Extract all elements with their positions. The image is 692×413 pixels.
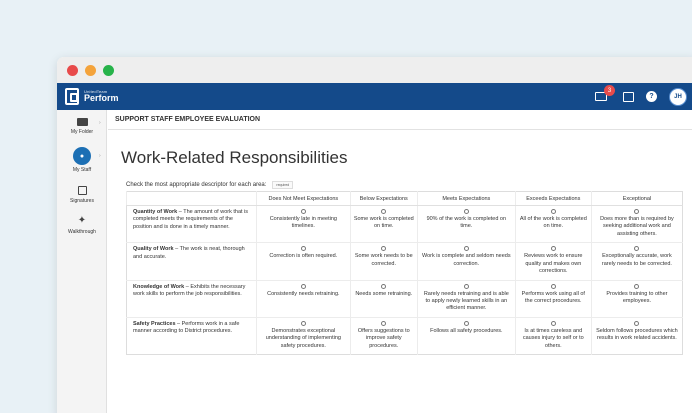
area-name: Knowledge of Work (133, 283, 185, 290)
brand-name: Perform (84, 93, 119, 103)
rating-text: Exceptionally accurate, work rarely needs to be corrected. (601, 253, 672, 267)
rating-option[interactable] (257, 206, 351, 243)
avatar: JH (669, 88, 687, 106)
radio-button[interactable] (551, 246, 556, 251)
area-cell (127, 317, 257, 354)
radio-button[interactable] (551, 209, 556, 214)
radio-button[interactable] (634, 284, 639, 289)
radio-button[interactable] (301, 246, 306, 251)
area-name: Quality of Work (133, 246, 174, 253)
radio-button[interactable] (464, 284, 469, 289)
radio-button[interactable] (551, 321, 556, 326)
column-header: Meets Expectations (417, 192, 515, 206)
table-row (127, 280, 683, 317)
radio-button[interactable] (464, 246, 469, 251)
rating-option[interactable] (417, 206, 515, 243)
rating-text: Some work is completed on time. (353, 216, 414, 230)
radio-button[interactable] (301, 321, 306, 326)
rating-text: Consistently needs retraining. (267, 290, 340, 297)
main-content (108, 110, 692, 413)
rating-option[interactable] (257, 280, 351, 317)
rating-option[interactable] (350, 243, 417, 280)
area-name: Safety Practices (133, 320, 176, 327)
window-titlebar (57, 57, 692, 83)
radio-button[interactable] (381, 209, 386, 214)
area-cell (127, 280, 257, 317)
rating-option[interactable] (417, 280, 515, 317)
help-button[interactable] (646, 91, 657, 102)
table-row (127, 243, 683, 280)
instruction-text: Check the most appropriate descriptor for each area: (126, 182, 267, 188)
area-description: – Performs work in a safe manner according to District procedures. (133, 320, 240, 335)
area-name: Quantity of Work (133, 209, 178, 215)
area-column-header (127, 192, 257, 206)
rating-text: Offers suggestions to improve safety procedures. (357, 327, 410, 349)
sidebar-item-label: My Staff (72, 167, 92, 173)
perform-logo[interactable] (65, 88, 119, 105)
radio-button[interactable] (464, 321, 469, 326)
chevron-right-icon: › (99, 153, 101, 159)
evaluation-table (126, 191, 683, 355)
rating-option[interactable] (257, 317, 351, 354)
breadcrumb: SUPPORT STAFF EMPLOYEE EVALUATION (108, 110, 692, 130)
calendar-grid-icon (623, 92, 634, 102)
top-navigation-bar (57, 83, 692, 110)
radio-button[interactable] (381, 284, 386, 289)
radio-button[interactable] (464, 209, 469, 214)
column-header: Below Expectations (350, 192, 417, 206)
column-header: Exceptional (591, 192, 682, 206)
apps-button[interactable] (623, 92, 634, 102)
perform-logo-icon (65, 88, 79, 105)
sidebar-item-label: Walkthrough (68, 229, 96, 235)
sidebar-item-label: My Folder (70, 129, 94, 135)
sidebar-item-my-staff[interactable] (57, 147, 107, 173)
rating-option[interactable] (515, 280, 591, 317)
area-description: – Exhibits the necessary work skills to perform the job responsibilities. (133, 283, 246, 297)
area-cell (127, 206, 257, 243)
area-description: – The amount of work that is completed meets the requirements of the position and is done in a timely manner. (133, 209, 249, 230)
page-title: Work-Related Responsibilities (121, 148, 348, 167)
help-icon: ? (646, 91, 657, 102)
rating-option[interactable] (591, 206, 682, 243)
brand-small-text: UnitedTeam (84, 89, 108, 94)
rating-text: Is at times careless and causes injury to self or to others. (522, 327, 584, 349)
rating-option[interactable] (515, 206, 591, 243)
signature-icon (78, 186, 87, 195)
radio-button[interactable] (381, 246, 386, 251)
rating-text: Rarely needs retraining and is able to apply newly learned skills in an efficient manner. (423, 290, 509, 312)
rating-option[interactable] (257, 243, 351, 280)
rating-text: Needs some retraining. (355, 290, 413, 297)
user-menu-button[interactable] (669, 88, 687, 106)
close-window-button[interactable] (67, 65, 78, 76)
folder-icon (77, 118, 88, 126)
rating-text: Performs work using all of the correct procedures. (521, 290, 585, 304)
radio-button[interactable] (634, 246, 639, 251)
sidebar-item-label: Signatures (70, 198, 94, 204)
radio-button[interactable] (634, 209, 639, 214)
rating-option[interactable] (417, 317, 515, 354)
column-header: Does Not Meet Expectations (257, 192, 351, 206)
radio-button[interactable] (381, 321, 386, 326)
rating-option[interactable] (591, 280, 682, 317)
rating-text: Follows all safety procedures. (430, 327, 503, 334)
rating-option[interactable] (591, 317, 682, 354)
sidebar-item-signatures[interactable] (57, 186, 107, 204)
rating-text: Seldom follows procedures which results in work related accidents. (596, 327, 678, 342)
rating-text: 90% of the work is completed on time. (426, 216, 507, 230)
radio-button[interactable] (551, 284, 556, 289)
notification-badge: 3 (604, 85, 615, 96)
rating-option[interactable] (417, 243, 515, 280)
area-cell (127, 243, 257, 280)
table-header-row (127, 192, 683, 206)
sidebar (57, 110, 107, 413)
rating-text: Consistently late in meeting timelines. (269, 216, 337, 230)
staff-icon: ● (73, 147, 91, 165)
rating-option[interactable] (350, 206, 417, 243)
inbox-button[interactable] (595, 87, 612, 101)
rating-text: Does more than is required by seeking additional work and assisting others. (600, 216, 674, 237)
table-row (127, 317, 683, 354)
rating-option[interactable] (350, 280, 417, 317)
maximize-window-button[interactable] (103, 65, 114, 76)
rating-option[interactable] (515, 317, 591, 354)
rating-text: Reviews work to ensure quality and makes own corrections. (524, 253, 583, 275)
rating-option[interactable] (350, 317, 417, 354)
radio-button[interactable] (301, 284, 306, 289)
walkthrough-icon: ✦ (77, 215, 87, 226)
rating-option[interactable] (591, 243, 682, 280)
area-description: – The work is neat, thorough and accurate. (133, 246, 245, 260)
rating-text: All of the work is completed on time. (519, 216, 587, 230)
required-badge: required (272, 181, 293, 189)
chevron-right-icon: › (99, 120, 101, 126)
column-header: Exceeds Expectations (515, 192, 591, 206)
sidebar-item-my-folder[interactable] (57, 118, 107, 135)
rating-text: Provides training to other employees. (606, 290, 668, 304)
rating-option[interactable] (515, 243, 591, 280)
radio-button[interactable] (301, 209, 306, 214)
nav-icon-group (583, 83, 687, 110)
sidebar-item-walkthrough[interactable] (57, 216, 107, 235)
app-window (57, 57, 692, 413)
table-row (127, 206, 683, 243)
rating-text: Demonstrates exceptional understanding of implementing safety procedures. (265, 327, 341, 349)
instruction (126, 181, 293, 189)
radio-button[interactable] (634, 321, 639, 326)
rating-text: Correction is often required. (269, 253, 338, 260)
minimize-window-button[interactable] (85, 65, 96, 76)
rating-text: Work is complete and seldom needs correction. (422, 253, 511, 267)
rating-text: Some work needs to be corrected. (354, 253, 413, 267)
